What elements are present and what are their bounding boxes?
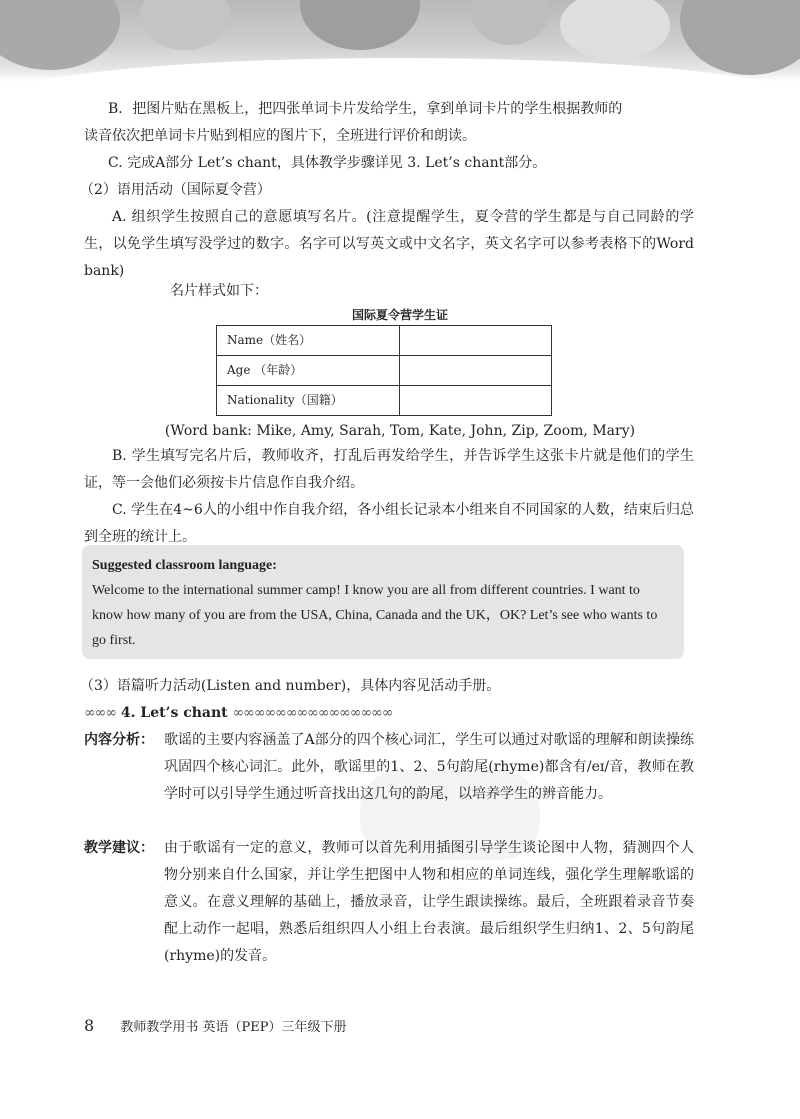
card-caption: 名片样式如下： — [170, 283, 268, 299]
analysis-term: 内容分析： — [84, 732, 154, 748]
classroom-language-box — [82, 545, 684, 659]
word-bank: (Word bank: Mike, Amy, Sarah, Tom, Kate, John, Zip, Zoom, Mary) — [164, 423, 636, 439]
section-2-heading: （2）语用活动（国际夏令营） — [80, 182, 271, 198]
dots-right: ∞∞∞∞∞∞∞∞∞∞∞∞∞∞∞ — [232, 705, 393, 721]
analysis-body: 歌谣的主要内容涵盖了A部分的四个核心词汇，学生可以通过对歌谣的理解和朗读操练巩固四个核心词汇。此外，歌谣里的1、2、5句韵尾(rhyme)都含有/eɪ/音，教师在教学时可以引导学生通过听音找出这几句的韵尾，以培养学生的辨音能力。 — [164, 732, 694, 802]
card-label-nationality: Nationality（国籍） — [217, 386, 400, 416]
section-2-c-text: C. 学生在4~6人的小组中作自我介绍，各小组长记录本小组来自不同国家的人数，结束后归总到全班的统计上。 — [84, 502, 694, 545]
suggestion-term: 教学建议： — [84, 840, 154, 856]
classroom-language-heading: Suggested classroom language: — [92, 558, 277, 573]
chant-heading: 4. Let’s chant — [120, 705, 228, 721]
intro-b-line1: B．把图片贴在黑板上，把四张单词卡片发给学生，拿到单词卡片的学生根据教师的 — [108, 101, 623, 117]
table-row — [217, 326, 552, 356]
chant-section-heading — [84, 700, 392, 727]
card-value-age — [400, 356, 552, 386]
table-row — [217, 356, 552, 386]
page-number: 8 — [84, 1016, 95, 1035]
classroom-language-body: Welcome to the international summer camp! I know you are all from different countries. I want to know how many of you are from the USA, China, Canada and the UK，OK? Let’s see who wants to go first. — [92, 583, 658, 648]
card-label-age: Age （年龄） — [217, 356, 400, 386]
card-title: 国际夏令营学生证 — [351, 308, 448, 322]
section-3-heading: （3）语篇听力活动(Listen and number)，具体内容见活动手册。 — [80, 678, 501, 694]
section-2-a-text: A. 组织学生按照自己的意愿填写名片。(注意提醒学生，夏令营的学生都是与自己同龄的学生，以免学生填写没学过的数字。名字可以写英文或中文名字，英文名字可以参考表格下的Word bank) — [84, 209, 694, 279]
header-decoration — [0, 0, 800, 82]
card-value-name — [400, 326, 552, 356]
section-2-b-text: B. 学生填写完名片后，教师收齐，打乱后再发给学生，并告诉学生这张卡片就是他们的学生证，等一会他们必须按卡片信息作自我介绍。 — [84, 448, 694, 491]
card-label-name: Name（姓名） — [217, 326, 400, 356]
book-title: 教师教学用书 英语（PEP）三年级下册 — [120, 1020, 347, 1035]
intro-c-line: C. 完成A部分 Let’s chant，具体教学步骤详见 3. Let’s chant部分。 — [108, 155, 547, 171]
table-row — [217, 386, 552, 416]
suggestion-body: 由于歌谣有一定的意义，教师可以首先利用插图引导学生谈论图中人物，猜测四个人物分别来自什么国家，并让学生把图中人物和相应的单词连线，强化学生理解歌谣的意义。在意义理解的基础上，播放录音，让学生跟读操练。最后，全班跟着录音节奏配上动作一起唱，熟悉后组织四人小组上台表演。最后组织学生归纳1、2、5句韵尾(rhyme)的发音。 — [164, 840, 694, 964]
card-value-nationality — [400, 386, 552, 416]
intro-b-line2: 读音依次把单词卡片贴到相应的图片下，全班进行评价和朗读。 — [84, 128, 476, 144]
page-footer — [84, 1012, 346, 1041]
student-card-table — [216, 325, 552, 416]
dots-left: ∞∞∞ — [84, 705, 116, 721]
